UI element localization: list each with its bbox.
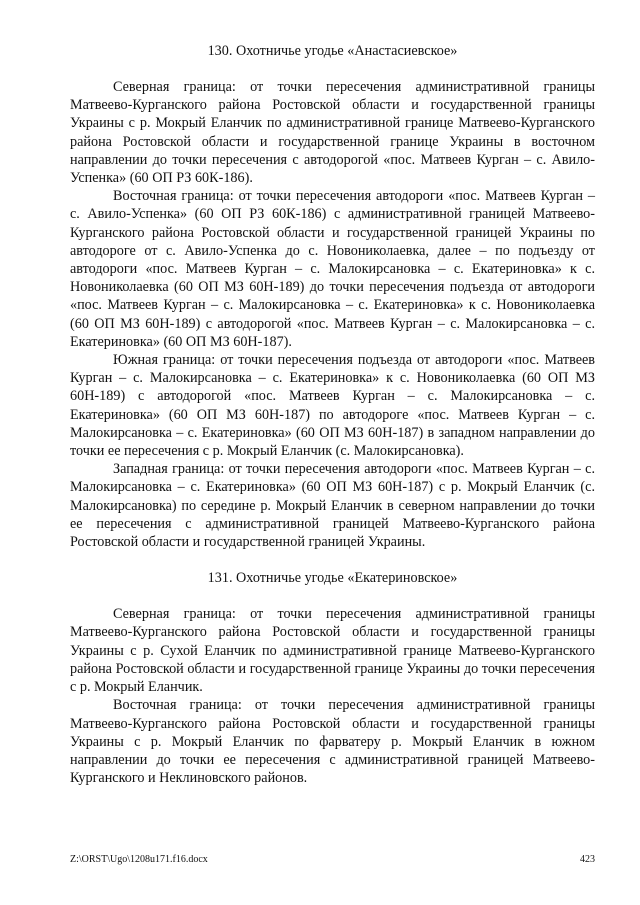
paragraph-130-north: Северная граница: от точки пересечения административной границы Матвеево-Курганского района Ростовской области и государственной границы Украины с р. Мокрый Еланчик по административной границе Матвеево-Курганского района Ростовской области и государственной границе Украины в восточном направлении до точки пересечения с автодорогой «пос. Матвеев Курган – с. Авило-Успенка» (60 ОП РЗ 60К-186). <box>70 79 595 187</box>
document-body <box>70 42 595 787</box>
page-number: 423 <box>580 854 595 865</box>
section-title-130: 130. Охотничье угодье «Анастасиевское» <box>207 43 458 59</box>
paragraph-131-east: Восточная граница: от точки пересечения административной границы Матвеево-Курганского района Ростовской области и государственной границы Украины с р. Мокрый Еланчик по фарватеру р. Мокрый Еланчик в южном направлении до точки ее пересечения с административной границей Матвеево-Курганского и Неклиновского районов. <box>70 697 595 787</box>
file-path: Z:\ORST\Ugo\1208u171.f16.docx <box>70 854 208 865</box>
paragraph-130-south: Южная граница: от точки пересечения подъезда от автодороги «пос. Матвеев Курган – с. Малокирсановка – с. Екатериновка» к с. Новониколаевка (60 ОП МЗ 60Н-189) с автодорогой «пос. Матвеев Курган – с. Малокирсановка – с. Екатериновка» (60 ОП МЗ 60Н-187) по автодороге «пос. Матвеев Курган – с. Малокирсановка – с. Екатериновка» (60 ОП МЗ 60Н-187) в западном направлении до точки ее пересечения с р. Мокрый Еланчик (с. Малокирсановка). <box>70 352 595 460</box>
section-title-131: 131. Охотничье угодье «Екатериновское» <box>207 570 458 587</box>
paragraph-130-west: Западная граница: от точки пересечения автодороги «пос. Матвеев Курган – с. Малокирсановка – с. Екатериновка» (60 ОП МЗ 60Н-187) с р. Мокрый Еланчик (с. Малокирсановка) по середине р. Мокрый Еланчик в северном направлении до точки ее пересечения с административной границей Матвеево-Курганского района Ростовской области и государственной границей Украины. <box>70 461 595 551</box>
paragraph-131-north: Северная граница: от точки пересечения административной границы Матвеево-Курганского района Ростовской области и государственной границы Украины с р. Сухой Еланчик по административной границе Матвеево-Курганского района Ростовской области и государственной границе Украины до точки пересечения с р. Мокрый Еланчик. <box>70 606 595 696</box>
paragraph-130-east: Восточная граница: от точки пересечения автодороги «пос. Матвеев Курган – с. Авило-Успенка» (60 ОП РЗ 60К-186) с административной границей Матвеево-Курганского района Ростовской области и государственной границей Украины по автодороге от с. Авило-Успенка до с. Новониколаевка, далее – по подъезду от автодороги «пос. Матвеев Курган – с. Малокирсановка – с. Екатериновка» к с. Новониколаевка (60 ОП МЗ 60Н-189) до точки пересечения подъезда от автодороги «пос. Матвеев Курган – с. Малокирсановка – с. Екатериновка» к с. Новониколаевка (60 ОП МЗ 60Н-189) с автодорогой «пос. Матвеев Курган – с. Малокирсановка – с. Екатериновка» (60 ОП МЗ 60Н-187). <box>70 188 595 350</box>
